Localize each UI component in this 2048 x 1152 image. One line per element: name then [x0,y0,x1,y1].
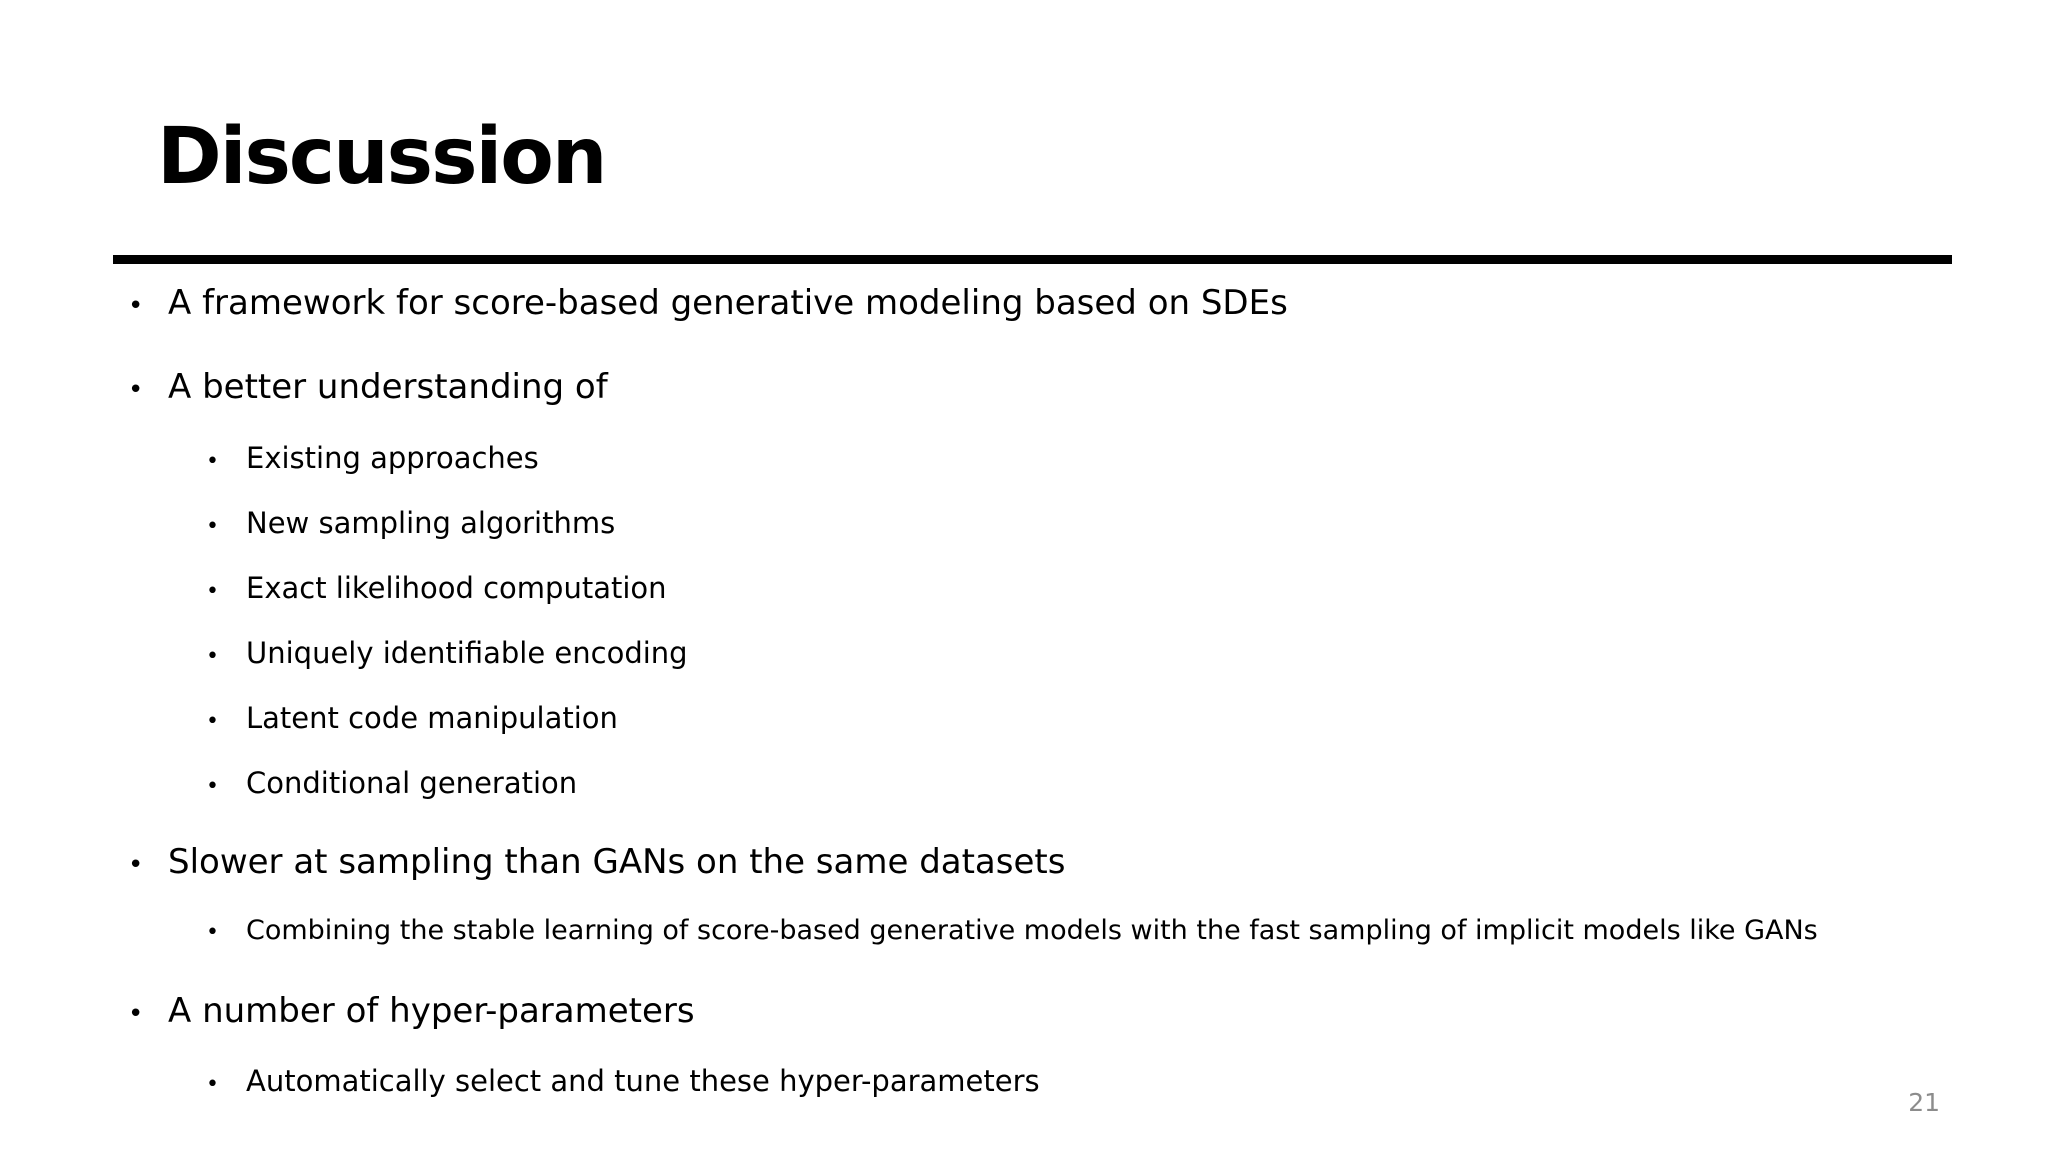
page-number: 21 [1908,1088,1940,1117]
bullet-text: Automatically select and tune these hyper-parameters [246,1064,1040,1098]
sub-bullet-item [206,915,1818,946]
bullet-icon: • [206,644,219,669]
bullet-icon: • [128,375,144,405]
sub-bullet-item [206,506,615,540]
bullet-icon: • [128,999,144,1029]
bullet-icon: • [206,1072,219,1097]
bullet-icon: • [206,920,219,945]
sub-bullet-item [206,766,577,800]
bullet-item [128,842,1065,882]
bullet-icon: • [206,449,219,474]
slide-title: Discussion [157,112,606,202]
bullet-icon: • [128,291,144,321]
bullet-icon: • [206,579,219,604]
sub-bullet-item [206,441,539,475]
bullet-icon: • [128,850,144,880]
bullet-text: Existing approaches [246,441,539,475]
sub-bullet-item [206,701,618,735]
bullet-text: Slower at sampling than GANs on the same datasets [168,842,1066,882]
bullet-text: A better understanding of [168,367,608,407]
sub-bullet-item [206,636,688,670]
bullet-text: Latent code manipulation [246,701,618,735]
bullet-text: A framework for score-based generative modeling based on SDEs [168,283,1288,323]
bullet-text: Exact likelihood computation [246,571,667,605]
bullet-text: New sampling algorithms [246,506,616,540]
sub-bullet-item [206,1064,1040,1098]
bullet-icon: • [206,774,219,799]
bullet-text: Conditional generation [246,766,578,800]
bullet-item [128,991,695,1031]
bullet-icon: • [206,514,219,539]
bullet-item [128,367,608,407]
bullet-icon: • [206,709,219,734]
bullet-item [128,283,1288,323]
bullet-text: Uniquely identifiable encoding [246,636,688,670]
sub-bullet-item [206,571,667,605]
bullet-text: A number of hyper-parameters [168,991,695,1031]
bullet-text: Combining the stable learning of score-based generative models with the fast sampling of implicit models like GANs [246,915,1818,946]
